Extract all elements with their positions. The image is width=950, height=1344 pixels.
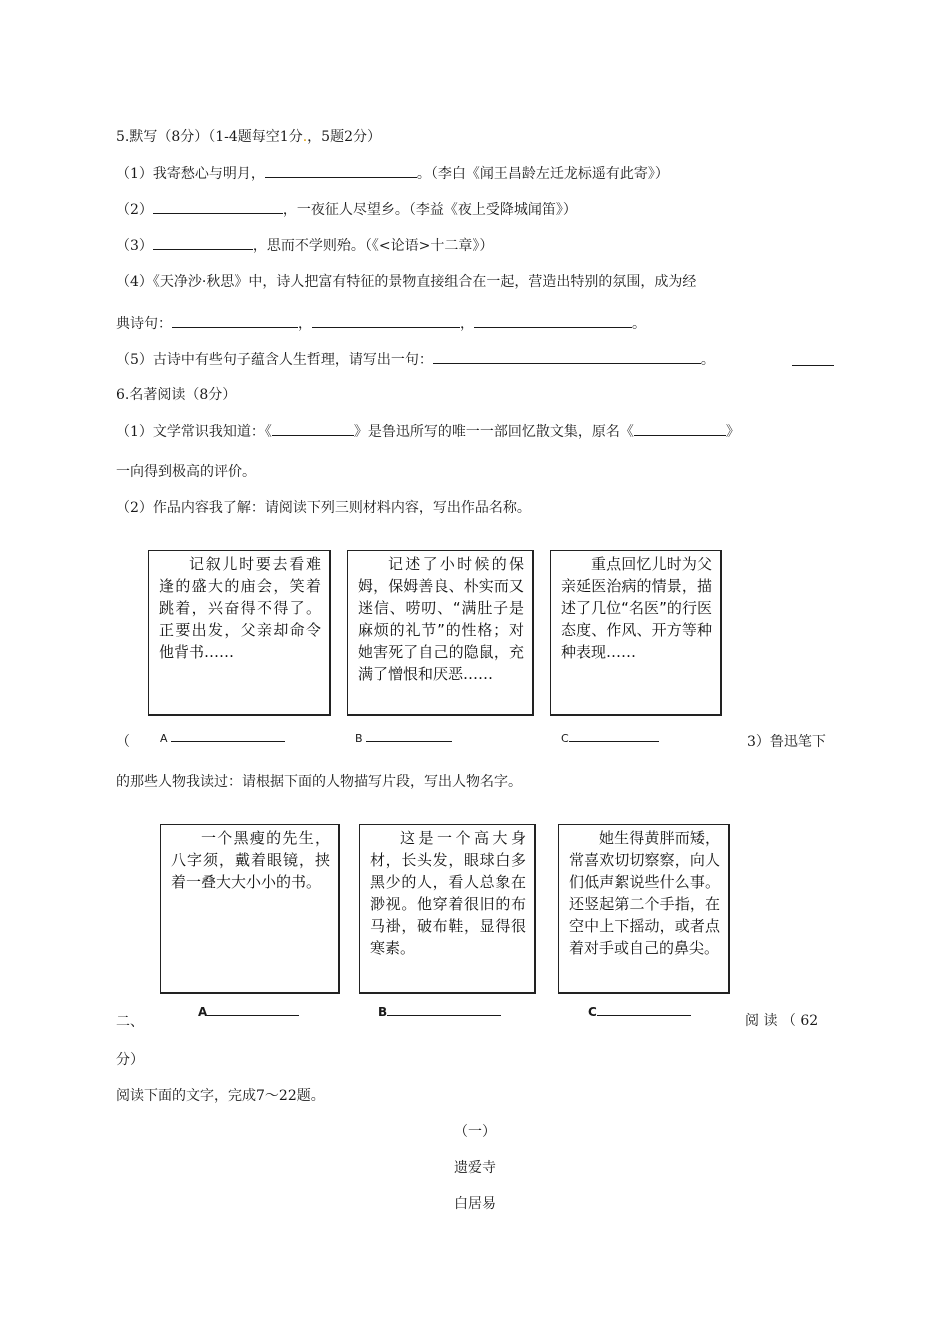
q5-item-1-prefix: （1）我寄愁心与明月，	[116, 166, 265, 182]
q5-item-2-prefix: （2）	[116, 202, 153, 218]
section-2-intro-text: 阅读下面的文字，完成7～22题。	[116, 1088, 325, 1104]
q5-heading-mark: .	[302, 129, 308, 145]
q6-item-2	[116, 498, 531, 518]
answer-blank[interactable]	[387, 1004, 501, 1016]
q6-item-3-text: 的那些人物我读过：请根据下面的人物描写片段，写出人物名字。	[116, 774, 522, 790]
separator: ，	[298, 316, 312, 332]
paren-text: （	[116, 734, 130, 750]
underline-rule	[792, 351, 834, 366]
material-box-b	[347, 550, 534, 716]
q5-item-1	[116, 163, 669, 184]
separator: ，	[460, 316, 474, 332]
answer-label: A	[198, 1005, 208, 1019]
q5-item-4-text: （4）《天净沙·秋思》中，诗人把富有特征的景物直接组合在一起，营造出特别的氛围，成为经	[116, 274, 697, 290]
q5-item-5	[116, 349, 715, 370]
period: 。	[632, 316, 646, 332]
q6-item-3-start	[747, 732, 826, 752]
character-text: 这是一个高大身材，长头发，眼球白多黑少的人，看人总象在渺视。他穿着很旧的布马褂，破布鞋，显得很寒素。	[370, 829, 526, 957]
q6-item-1-middle: 》是鲁迅所写的唯一一部回忆散文集，原名《	[353, 424, 634, 440]
section-2-title	[745, 1011, 818, 1031]
q6-item-1-cont-text: 一向得到极高的评价。	[116, 464, 256, 480]
q5-item-4-prefix: 典诗句：	[116, 316, 172, 332]
answer-label: C	[561, 732, 569, 745]
poem-author	[0, 1194, 950, 1214]
answer-blank[interactable]	[265, 163, 417, 178]
part-one-heading	[0, 1122, 950, 1142]
answer-blank[interactable]	[312, 313, 460, 328]
answer-blank[interactable]	[272, 421, 354, 436]
q6-item-1-prefix: （1）文学常识我知道：《	[116, 424, 272, 440]
material-box-c	[550, 550, 722, 716]
q6-item-1-cont	[116, 462, 256, 482]
character-box-b	[359, 824, 536, 994]
paren-open	[116, 732, 130, 752]
q6-item-2-text: （2）作品内容我了解：请阅读下列三则材料内容，写出作品名称。	[116, 500, 531, 516]
answer-blank[interactable]	[634, 421, 726, 436]
period: 。	[700, 352, 715, 368]
poem-author-text: 白居易	[454, 1196, 496, 1212]
poem-title-text: 遗爱寺	[454, 1160, 496, 1176]
q6-item-1	[116, 421, 740, 442]
answer-blank[interactable]	[153, 199, 283, 214]
q5-item-1-suffix: 。（李白《闻王昌龄左迁龙标遥有此寄》）	[416, 166, 669, 182]
character-text: 一个黑瘦的先生，八字须，戴着眼镜，挟着一叠大大小小的书。	[171, 829, 330, 891]
q5-item-3	[116, 235, 493, 256]
material-text: 重点回忆儿时为父亲延医治病的情景，描述了几位“名医”的行医态度、作风、开方等种种表现……	[561, 555, 712, 661]
poem-title	[0, 1158, 950, 1178]
character-text: 她生得黄胖而矮，常喜欢切切察察，向人们低声絮说些什么事。还竖起第二个手指，在空中上下摇动，或者点着对手或自己的鼻尖。	[569, 829, 720, 957]
answer-label: A	[160, 732, 168, 745]
q5-item-5-prefix: （5）古诗中有些句子蕴含人生哲理，请写出一句：	[116, 352, 433, 368]
q6-heading	[116, 385, 236, 405]
q5-item-2	[116, 199, 577, 220]
section-2-intro	[116, 1086, 325, 1106]
char-answer-b	[378, 1004, 501, 1020]
answer-blank[interactable]	[171, 730, 285, 742]
q5-item-4	[116, 272, 696, 292]
char-answer-a	[198, 1004, 299, 1020]
answer-blank[interactable]	[207, 1004, 299, 1016]
section-2-points-end	[116, 1050, 144, 1070]
material-box-a	[148, 550, 331, 716]
char-answer-c	[588, 1004, 691, 1020]
character-box-a	[160, 824, 340, 994]
answer-blank[interactable]	[433, 349, 701, 364]
section-2-title-text: 阅 读 （ 62	[745, 1013, 819, 1029]
q5-heading-text-end: ，5题2分）	[307, 129, 381, 145]
answer-b	[355, 730, 452, 747]
q5-heading	[116, 127, 381, 147]
q6-item-3	[116, 772, 522, 792]
answer-c	[561, 730, 659, 747]
answer-blank[interactable]	[474, 313, 632, 328]
q5-item-4-cont	[116, 313, 646, 334]
section-2-points-text: 分）	[116, 1052, 144, 1068]
answer-blank[interactable]	[172, 313, 298, 328]
answer-a	[160, 730, 285, 747]
character-box-c	[558, 824, 730, 994]
answer-blank[interactable]	[569, 730, 659, 742]
section-2-number-text: 二、	[116, 1014, 144, 1030]
q5-heading-text: 5.默写（8分）（1-4题每空1分	[116, 129, 303, 145]
q6-item-3-start-text: 3）鲁迅笔下	[747, 734, 826, 750]
q5-item-3-prefix: （3）	[116, 238, 153, 254]
answer-blank[interactable]	[366, 730, 452, 742]
q6-heading-text: 6.名著阅读（8分）	[116, 387, 237, 403]
answer-blank[interactable]	[597, 1004, 691, 1016]
q5-item-3-suffix: ，思而不学则殆。（《<论语>十二章》）	[252, 238, 494, 254]
section-2-number	[116, 1012, 144, 1032]
q6-item-1-suffix: 》	[725, 424, 740, 440]
material-text: 记述了小时候的保姆，保姆善良、朴实而又迷信、唠叨、“满肚子是麻烦的礼节”的性格；对她害死了自己的隐鼠，充满了憎恨和厌恶……	[358, 555, 524, 683]
answer-label: B	[378, 1005, 388, 1019]
answer-label: B	[355, 732, 363, 745]
material-text: 记叙儿时要去看难逢的盛大的庙会，笑着跳着，兴奋得不得了。正要出发，父亲却命令他背书……	[159, 555, 321, 661]
q5-item-2-suffix: ，一夜征人尽望乡。（李益《夜上受降城闻笛》）	[282, 202, 577, 218]
answer-label: C	[588, 1005, 597, 1019]
part-one-text: （一）	[454, 1124, 496, 1140]
answer-blank[interactable]	[153, 235, 253, 250]
